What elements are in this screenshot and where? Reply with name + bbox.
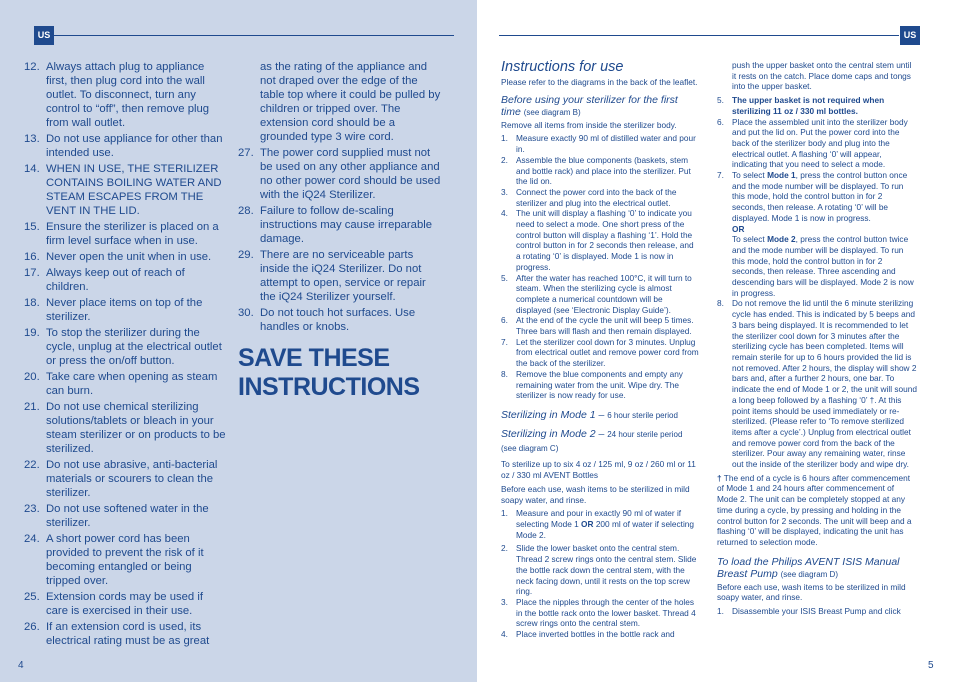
list-item: [24, 400, 228, 456]
list-item-number: 3.: [501, 186, 508, 197]
mode2-heading: Sterilizing in Mode 2 – 24 hour sterile period (see diagram C): [501, 428, 683, 453]
list-item: 1. Disassemble your ISIS Breast Pump and click: [717, 606, 901, 617]
list-item-text: Place inverted bottles in the bottle rack and: [516, 629, 675, 640]
isis-steps-list: [717, 606, 917, 617]
mode2-intro-2: Before each use, wash items to be sterilized in mild soapy water, and rinse.: [501, 483, 690, 505]
list-item: [24, 162, 228, 218]
list-item-number: 14.: [24, 163, 40, 175]
language-tag: US: [34, 26, 54, 45]
list-item-text: Take care when opening as steam can burn.: [46, 371, 218, 397]
list-item-number: 7.: [501, 336, 508, 347]
list-item-number: 4.: [501, 629, 508, 640]
list-item: 1. Measure and pour in exactly 90 ml of water if selecting Mode 1 OR 200 ml of water if selecting Mode 2.: [501, 508, 695, 540]
list-item-number: 27.: [238, 147, 254, 159]
list-item-text: Do not use appliance for other than intended use.: [46, 133, 223, 159]
list-item: [24, 132, 228, 160]
list-item-number: 3.: [501, 596, 508, 607]
header-rule: [499, 35, 899, 36]
list-item-number: 15.: [24, 221, 40, 233]
list-item: [501, 543, 699, 597]
list-item: [24, 620, 228, 648]
right-page: [477, 0, 954, 682]
before-first-use-heading: Before using your sterilizer for the first time (see diagram B): [501, 93, 678, 119]
list-item-text: The unit will display a flashing ‘0’ to indicate you need to select a mode. One short press of the control button will display a flashing ‘1’. Hold the control button in for 2 seconds then release, and a rotating ‘0’ is displayed. Mode 1 is now in progress.: [516, 208, 694, 272]
mode2-steps-list-continued: [717, 95, 917, 470]
list-item-text: Slide the lower basket onto the central stem. Thread 2 screw rings onto the central stem. Slide the bottle rack down the central stem, with the neck facing down, until it rests on the top screw ring.: [516, 543, 697, 597]
list-item-text: The power cord supplied must not be used on any other appliance and no other power cord should be used with the iQ24 Sterilizer.: [260, 147, 441, 201]
safety-list: [238, 146, 444, 334]
list-item-number: 23.: [24, 503, 40, 515]
list-item: [24, 60, 228, 130]
list-item-text: There are no serviceable parts inside the iQ24 Sterilizer. Do not attempt to open, service or repair the iQ24 Sterilizer yourself.: [260, 249, 426, 303]
list-item: [24, 296, 228, 324]
list-item-continuation: as the rating of the appliance and not draped over the edge of the table top where it could be pulled by children or tripped over. The extension cord should be a grounded type 3 wire cord.: [260, 61, 441, 143]
mode2-steps-list: [501, 508, 699, 540]
list-item: [238, 204, 444, 246]
list-item-number: 20.: [24, 371, 40, 383]
list-item-number: 19.: [24, 327, 40, 339]
list-item: [501, 208, 699, 272]
list-item-text: Do not use abrasive, anti-bacterial materials or scourers to clean the sterilizer.: [46, 459, 218, 499]
list-item-number: 2.: [501, 154, 508, 165]
list-item-text: WHEN IN USE, THE STERILIZER CONTAINS BOILING WATER AND STEAM ESCAPES FROM THE VENT IN THE LID.: [46, 163, 222, 217]
list-item: [24, 458, 228, 500]
list-item-number: 22.: [24, 459, 40, 471]
list-item: [24, 250, 228, 264]
list-item-number: 6.: [501, 315, 508, 326]
list-item-number: 13.: [24, 133, 40, 145]
instructions-intro: Please refer to the diagrams in the back of the leaflet.: [501, 77, 698, 87]
list-item: [501, 315, 699, 336]
list-item-number: 29.: [238, 249, 254, 261]
list-item-text: If an extension cord is used, its electrical rating must be as great: [46, 621, 210, 647]
list-item: [501, 369, 699, 401]
list-item: [501, 629, 699, 640]
safety-list: [24, 60, 228, 648]
list-item: [501, 187, 699, 208]
list-item-text: To stop the sterilizer during the cycle, unplug at the electrical outlet or press the on/off button.: [46, 327, 222, 367]
list-item-number: 28.: [238, 205, 254, 217]
instructions-heading: Instructions for use: [501, 59, 624, 75]
list-item-number: 12.: [24, 61, 40, 73]
mode2-intro-1: To sterilize up to six 4 oz / 125 ml, 9 oz / 260 ml or 11 oz / 330 ml AVENT Bottles: [501, 459, 696, 481]
footnote: † The end of a cycle is 6 hours after commencement of Mode 1 and 24 hours after commencement of Mode 2. The unit can be completely stopped at any time during a cycle, by pressing and holding in the control button for 2 seconds. The unit will beep and a flashing ‘0’ will be displayed, indicating the unit has returned to selection mode.: [717, 472, 912, 547]
page-number: 5: [928, 660, 934, 671]
list-item-number: 2.: [501, 543, 508, 554]
list-item-text: Do not use softened water in the sterilizer.: [46, 503, 209, 529]
list-item-text: At the end of the cycle the unit will beep 5 times. Three bars will flash and then remain displayed.: [516, 315, 694, 337]
list-item-number: 18.: [24, 297, 40, 309]
list-item-text: Ensure the sterilizer is placed on a firm level surface when in use.: [46, 221, 219, 247]
list-item-number: 16.: [24, 251, 40, 263]
list-item: [238, 248, 444, 304]
list-item-text: Do not touch hot surfaces. Use handles or knobs.: [260, 307, 416, 333]
list-item: [24, 370, 228, 398]
list-item: [501, 133, 699, 154]
list-item-text: Assemble the blue components (baskets, stem and bottle rack) and place into the sterilizer. Put the lid on.: [516, 154, 691, 187]
list-item-number: 30.: [238, 307, 254, 319]
instructions-column-2: [717, 60, 917, 620]
list-item: [24, 266, 228, 294]
mode2-steps-list: [501, 543, 699, 639]
isis-heading: To load the Philips AVENT ISIS Manual Breast Pump (see diagram D): [717, 555, 900, 581]
list-item: [24, 532, 228, 588]
list-item-number: 21.: [24, 401, 40, 413]
list-item: 6. Place the assembled unit into the sterilizer body and put the lid on. Put the power cord into the back of the sterilizer body and plug into the electrical outlet. A flashing ‘0’ will appear, indicating that you need to select a mode.: [717, 116, 908, 170]
list-item-text: Never open the unit when in use.: [46, 251, 212, 263]
list-item-text: After the water has reached 100°C, it will turn to steam. When the sterilizing cycle is almost complete a numerical countdown will be displayed (see ‘Electronic Display Guide’).: [516, 272, 692, 315]
before-steps-list: [501, 133, 699, 401]
list-item: [24, 326, 228, 368]
list-item: [238, 146, 444, 202]
safety-column-2: [238, 60, 444, 402]
list-item: [24, 502, 228, 530]
list-item-number: 5.: [501, 272, 508, 283]
list-item-text: Place the nipples through the center of the holes in the bottle rack onto the lower basket. Thread 4 screw rings onto the central stem.: [516, 596, 696, 629]
list-item: 7. To select Mode 1, press the control button once and the mode number will be displayed. To run this mode, hold the control button in for 2 seconds, then release. A rotating ‘0’ will be displayed. Mode 1 is now in progress. OR To select Mode 2, press the control button twice and the mode number will be displayed. To run this mode, hold the control button in for 2 seconds, then release. Three ascending and descending bars will be displayed. Mode 2 is now in progress.: [717, 170, 914, 298]
step-continuation: push the upper basket onto the central stem until it rests on the catch. Place dome caps and tongs into the upper basket.: [732, 60, 912, 92]
language-tag: US: [900, 26, 920, 45]
list-item-text: Failure to follow de-scaling instructions may cause irreparable damage.: [260, 205, 433, 245]
list-item-text: Connect the power cord into the back of the sterilizer and plug into the electrical outlet.: [516, 186, 677, 208]
list-item-number: 25.: [24, 591, 40, 603]
page-number: 4: [18, 660, 24, 671]
list-item: 8. Do not remove the lid until the 6 minute sterilizing cycle has ended. This is indicated by 5 beeps and 3 bars being displayed. It is recommended to let the sterilizer cool down for 3 minutes after the sterilizing cycle has been completed. Items will remain sterile for up to 6 hours provided the lid is not removed. After 2 hours, the display will show 2 bars and, after a further 2 hours, one bar. To indicate the end of Mode 1 or 2, the unit will sound a long beep followed by a flashing ‘0’ †. At this point items should be used immediately or re-sterilized. (Please refer to ‘To remove sterilized items after a cycle’.) Unplug from electrical outlet and remove power cord from the back of the sterilizer. Pour away any remaining water, rinse out the inside of the sterilizer body and wipe dry.: [717, 298, 917, 470]
list-item-number: 8.: [501, 368, 508, 379]
list-item: [501, 597, 699, 629]
list-item-text: A short power cord has been provided to prevent the risk of it becoming entangled or being tripped over.: [46, 533, 204, 587]
before-intro: Remove all items from inside the sterilizer body.: [501, 119, 677, 130]
mode1-heading: Sterilizing in Mode 1 – 6 hour sterile period: [501, 408, 678, 421]
list-item-text: Measure exactly 90 ml of distilled water and pour in.: [516, 133, 696, 155]
list-item-number: 24.: [24, 533, 40, 545]
list-item: 5. The upper basket is not required when sterilizing 11 oz / 330 ml bottles.: [717, 95, 885, 116]
list-item-number: 26.: [24, 621, 40, 633]
list-item: [501, 273, 699, 316]
isis-intro: Before each use, wash items to be sterilized in mild soapy water, and rinse.: [717, 581, 906, 603]
list-item: [501, 155, 699, 187]
list-item-text: Always keep out of reach of children.: [46, 267, 185, 293]
list-item-text: Do not use chemical sterilizing solutions/tablets or bleach in your steam sterilizer or on products to be sterilized.: [46, 401, 226, 455]
list-item-number: 17.: [24, 267, 40, 279]
list-item-text: Extension cords may be used if care is exercised in their use.: [46, 591, 203, 617]
list-item-text: Let the sterilizer cool down for 3 minutes. Unplug from electrical outlet and remove power cord from the back of the sterilizer.: [516, 336, 699, 369]
list-item-number: 4.: [501, 208, 508, 219]
list-item: [501, 337, 699, 369]
list-item: [238, 306, 444, 334]
header-rule: [54, 35, 454, 36]
list-item-text: Never place items on top of the sterilizer.: [46, 297, 203, 323]
save-instructions-title: SAVE THESE INSTRUCTIONS: [238, 344, 420, 401]
safety-column-1: [24, 60, 228, 650]
list-item-number: 1.: [501, 133, 508, 144]
list-item-text: Always attach plug to appliance first, then plug cord into the wall outlet. To disconnect, turn any control to “off”, then remove plug from wall outlet.: [46, 61, 210, 129]
list-item: [24, 220, 228, 248]
instructions-column-1: [501, 58, 699, 643]
list-item: [24, 590, 228, 618]
list-item-text: Remove the blue components and empty any remaining water from the unit. Wipe dry. The sterilizer is now ready for use.: [516, 368, 683, 401]
